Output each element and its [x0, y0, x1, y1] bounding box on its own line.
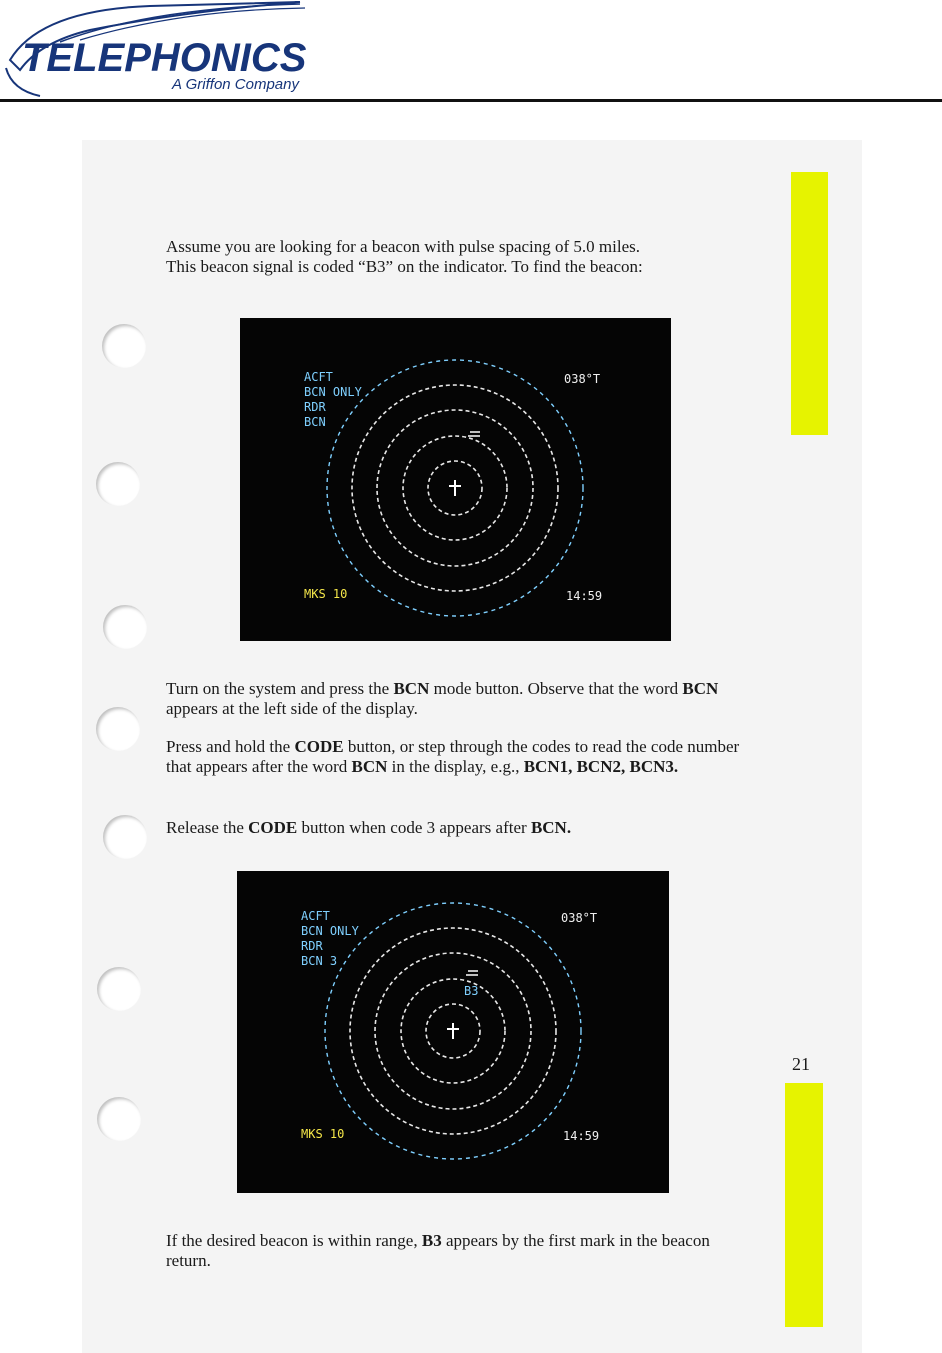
- mode-line-rdr: RDR: [304, 400, 326, 414]
- intro-line-1: Assume you are looking for a beacon with pulse spacing of 5.0 miles.: [166, 237, 641, 256]
- step-1-text: mode button. Observe that the word: [429, 679, 683, 698]
- heading-readout: 038°T: [564, 372, 601, 386]
- mode-line-bcn-only: BCN ONLY: [304, 385, 362, 399]
- beacon-label: B3: [464, 984, 479, 998]
- range-readout: MKS 10: [304, 587, 348, 601]
- step-1-bold: BCN: [393, 679, 430, 698]
- radar-display-1: [240, 318, 671, 641]
- closing-bold: B3: [421, 1231, 442, 1250]
- yellow-tab-top: [791, 172, 828, 435]
- company-logo-text: TELEPHONICS: [22, 36, 307, 80]
- time-readout: 14:59: [566, 589, 603, 603]
- mode-line-acft: ACFT: [304, 370, 333, 384]
- binder-hole: [102, 324, 146, 368]
- step-2-paragraph: [166, 737, 746, 777]
- step-2-text: button, or step through the codes to read the code number that appears after the word: [166, 737, 740, 776]
- yellow-tab-bottom: [785, 1083, 823, 1327]
- intro-paragraph: [166, 237, 766, 277]
- page-header: [0, 0, 942, 102]
- step-1-text: Turn on the system and press the: [166, 679, 394, 698]
- binder-hole: [97, 1097, 141, 1141]
- closing-text: appears by the first mark in the beacon return.: [166, 1231, 710, 1270]
- mode-line-bcn: BCN: [304, 415, 326, 429]
- intro-line-2: This beacon signal is coded “B3” on the indicator. To find the beacon:: [166, 257, 643, 276]
- binder-hole: [103, 815, 147, 859]
- step-3-bold: CODE: [248, 818, 298, 837]
- step-3-bold: BCN.: [530, 818, 572, 837]
- closing-paragraph: [166, 1231, 746, 1271]
- page-number: 21: [792, 1054, 810, 1074]
- step-3-paragraph: [166, 818, 746, 838]
- step-2-bold: BCN1, BCN2, BCN3.: [523, 757, 679, 776]
- step-3-text: Release the: [166, 818, 249, 837]
- mode-line-rdr: RDR: [301, 939, 323, 953]
- step-1-bold: BCN: [682, 679, 719, 698]
- mode-line-bcn-3: BCN 3: [301, 954, 338, 968]
- step-2-text: Press and hold the: [166, 737, 295, 756]
- heading-readout: 038°T: [561, 911, 598, 925]
- time-readout: 14:59: [563, 1129, 600, 1143]
- binder-hole: [96, 462, 140, 506]
- mode-line-bcn-only: BCN ONLY: [301, 924, 359, 938]
- closing-text: If the desired beacon is within range,: [166, 1231, 422, 1250]
- binder-hole: [103, 605, 147, 649]
- step-1-text: appears at the left side of the display.: [166, 699, 418, 718]
- radar-display-2: [237, 871, 669, 1193]
- step-2-bold: CODE: [294, 737, 344, 756]
- step-3-text: button when code 3 appears after: [297, 818, 531, 837]
- company-tagline: A Griffon Company: [172, 76, 299, 93]
- step-2-text: in the display, e.g.,: [387, 757, 524, 776]
- binder-hole: [97, 967, 141, 1011]
- range-readout: MKS 10: [301, 1127, 345, 1141]
- header-divider: [0, 99, 942, 102]
- mode-line-acft: ACFT: [301, 909, 330, 923]
- step-2-bold: BCN: [351, 757, 388, 776]
- step-1-paragraph: [166, 679, 746, 719]
- binder-hole: [96, 707, 140, 751]
